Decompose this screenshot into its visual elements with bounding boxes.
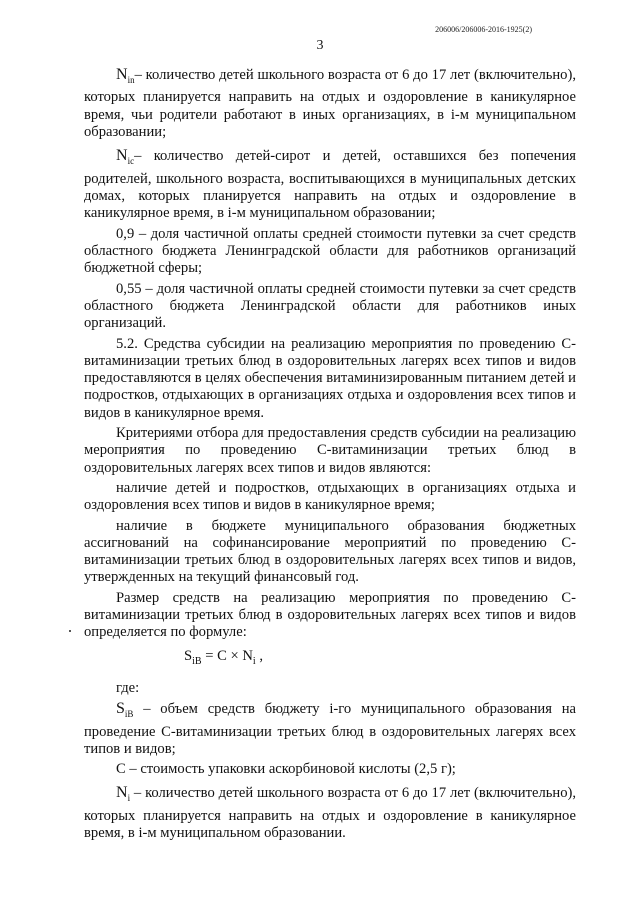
paragraph-c: С – стоимость упаковки аскорбиновой кислоты (2,5 г); <box>116 761 456 778</box>
paragraph-formula-intro: Размер средств на реализацию мероприятия по проведению С-витаминизации третьих блюд в оздоровительных лагерях всех типов и видов определяется по формуле: <box>84 589 576 641</box>
document-id: 206006/206006-2016-1925(2) <box>435 25 532 34</box>
paragraph-criteria: Критериями отбора для предоставления средств субсидии на реализацию мероприятия по проведению С-витаминизации третьих блюд в оздоровительных лагерях всех типов и видов являются: <box>84 425 576 476</box>
formula: $S_{iB} = C \times N_i$ , <box>184 647 263 667</box>
paragraph-n-in: $N_{in}-$ количество детей школьного возраста от 6 до 17 лет (включительно), которых планируется направить на отдых и оздоровление в каникулярное время, чьи родители работают в иных организациях, в i-м муниципальном образовании; <box>84 66 576 141</box>
paragraph-where: где: <box>116 679 140 696</box>
paragraph-5-2: 5.2. Средства субсидии на реализацию мероприятия по проведению С-витаминизации третьих блюд в оздоровительных лагерях всех типов и видов предоставляются в целях обеспечения витаминизированным питанием детей и подростков, отдыхающих в организациях отдыха и оздоровления всех типов и видов в каникулярное время. <box>84 335 576 421</box>
symbol-s-ib: $S_{iB}$ <box>116 700 134 720</box>
paragraph-n-i: $N_i$ – количество детей школьного возраста от 6 до 17 лет (включительно), которых планируется направить на отдых и оздоровление в каникулярное время, в i-м муниципальном образовании. <box>84 784 576 842</box>
paragraph-coef-09: 0,9 – доля частичной оплаты средней стоимости путевки за счет средств областного бюджета Ленинградской области для работников организаций бюджетной сферы; <box>84 225 576 277</box>
page-number: 3 <box>316 38 324 53</box>
symbol-n-i: $N_i$ <box>116 784 131 804</box>
symbol-n-in: $N_{in}$ <box>116 66 135 86</box>
paragraph-n-ic: $N_{ic}-$ количество детей-сирот и детей, оставшихся без попечения родителей, школьного возраста, воспитывающихся в муниципальных детских домах, которых планируется направить на отдых и оздоровление в каникулярное время, в i-м муниципальном образовании; <box>84 147 576 222</box>
paragraph-criterion-1: наличие детей и подростков, отдыхающих в организациях отдыха и оздоровления всех типов и видов в каникулярное время; <box>84 479 576 514</box>
paragraph-s-ib: $S_{iB}$ – объем средств бюджету i-го муниципального образования на проведение С-витаминизации третьих блюд в оздоровительных лагерях всех типов и видов; <box>84 700 576 757</box>
scan-speck <box>69 630 71 632</box>
paragraph-coef-055: 0,55 – доля частичной оплаты средней стоимости путевки за счет средств областного бюджета Ленинградской области для работников иных организаций. <box>84 280 576 332</box>
paragraph-criterion-2: наличие в бюджете муниципального образования бюджетных ассигнований на софинансирование мероприятий по проведению С-витаминизации третьих блюд в оздоровительных лагерях всех типов и видов, утвержденных на текущий финансовый год. <box>84 517 576 586</box>
symbol-n-ic: $N_{ic}$ <box>116 147 135 167</box>
document-body <box>84 66 576 843</box>
